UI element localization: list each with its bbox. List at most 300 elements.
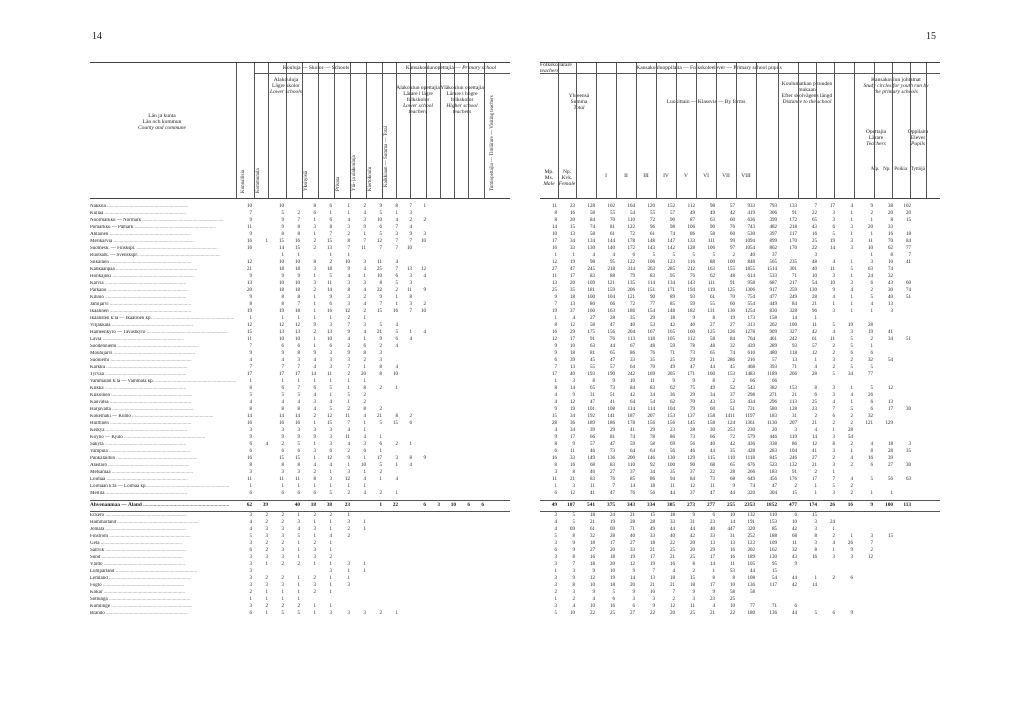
cell: 96 (812, 309, 817, 314)
cell: 23 (812, 407, 817, 412)
row-name: Kumlinge ..... (90, 604, 236, 610)
grade-label: Luokittain — Klassvis — By forms (666, 99, 746, 105)
table-row (90, 274, 510, 280)
cell: 14 (812, 435, 817, 440)
cell: 20 (247, 288, 252, 293)
table-row (540, 316, 940, 322)
cell: 4 (265, 442, 268, 447)
cell: 191 (747, 520, 755, 525)
table-row (540, 491, 940, 497)
cell: 69 (570, 527, 575, 532)
table-row (540, 344, 940, 350)
cell: 2 (313, 330, 316, 335)
cell: 7 (652, 569, 655, 574)
cell: 2 (313, 246, 316, 251)
cell: 85 (772, 527, 777, 532)
cell: 306 (769, 211, 777, 216)
cell: 14 (792, 316, 797, 321)
cell: 12 (570, 323, 575, 328)
cell: 81 (610, 435, 615, 440)
cell: 22 (812, 246, 817, 251)
cell: 6 (329, 449, 332, 454)
cell: 165 (667, 330, 675, 335)
cell: 115 (707, 456, 715, 461)
cell: 1 (281, 597, 284, 602)
cell: 43 (888, 281, 893, 286)
cell: 151 (647, 288, 655, 293)
cell: 6 (379, 225, 382, 230)
cell: 22 (650, 611, 655, 616)
cell: 104 (789, 449, 797, 454)
cell: 22 (590, 611, 595, 616)
cell: 11 (650, 379, 655, 384)
cell: 41 (906, 260, 911, 265)
cell: 182 (687, 309, 695, 314)
cell: 3 (313, 449, 316, 454)
table-row (540, 379, 940, 385)
cell: 3 (850, 281, 853, 286)
cell: 62 (888, 246, 893, 251)
cell: 1 (329, 316, 332, 321)
cell: 6 (554, 491, 557, 496)
cell: 27 (552, 267, 557, 272)
cell: 8 (890, 218, 893, 223)
cell: 5 (832, 232, 835, 237)
cell: 1 (249, 316, 252, 321)
cell: 18 (610, 583, 615, 588)
cell: 6 (712, 513, 715, 518)
cell: 218 (607, 267, 615, 272)
cell: 5 (379, 232, 382, 237)
cell: 77 (906, 246, 911, 251)
cell: 1 (281, 316, 284, 321)
cell: 110 (727, 456, 735, 461)
cell: 58 (590, 323, 595, 328)
cell: 7 (347, 323, 350, 328)
cell: 2 (832, 365, 835, 370)
cell: 18 (279, 267, 284, 272)
cell: 328 (789, 309, 797, 314)
cell: 75 (690, 386, 695, 391)
cell: 245 (587, 267, 595, 272)
cell: 6 (363, 344, 366, 349)
cell: 13 (327, 330, 332, 335)
cell: 204 (627, 330, 635, 335)
cell: 129 (885, 421, 893, 426)
cell: 1 (832, 428, 835, 433)
cell: 1 (329, 520, 332, 525)
cell: 81 (590, 351, 595, 356)
row-name: Sottunga ..... (90, 597, 236, 603)
cell: 69 (670, 442, 675, 447)
cell: 130 (727, 309, 735, 314)
cell: 848 (747, 260, 755, 265)
cell: 1 (347, 379, 350, 384)
cell: 71 (670, 351, 675, 356)
cell: 17 (570, 435, 575, 440)
cell: 35 (570, 288, 575, 293)
cell: 31 (690, 520, 695, 525)
cell: 3 (249, 604, 252, 609)
cell: 6 (249, 449, 252, 454)
cell: 4 (832, 400, 835, 405)
cell: 7 (395, 267, 398, 272)
cell: 63 (906, 477, 911, 482)
cell: 9 (692, 379, 695, 384)
cell: 74 (750, 484, 755, 489)
cell: 6 (870, 407, 873, 412)
table-row (540, 253, 940, 259)
cell: 9 (554, 351, 557, 356)
cell: 1 (850, 232, 853, 237)
cell: 8 (712, 379, 715, 384)
cell: 1 (554, 569, 557, 574)
cell: 5 (870, 295, 873, 300)
cell: 1 (850, 295, 853, 300)
cell: 20 (906, 211, 911, 216)
cell: 76 (610, 477, 615, 482)
cell: 15 (377, 309, 382, 314)
table-row (90, 204, 510, 210)
table-row (90, 562, 510, 568)
cell: 7 (363, 239, 366, 244)
cell: 5 (712, 253, 715, 258)
table-row (90, 548, 510, 554)
cell: 34 (570, 414, 575, 419)
cell: 1 (313, 232, 316, 237)
page-number-right: 15 (926, 31, 936, 42)
cell: 8 (297, 463, 300, 468)
cell: 5 (249, 393, 252, 398)
cell: 5 (395, 330, 398, 335)
cell: 2 (363, 400, 366, 405)
cell: 12 (690, 484, 695, 489)
cell: 9 (329, 295, 332, 300)
cell: 76 (610, 337, 615, 342)
cell: 35 (670, 470, 675, 475)
cell: 28 (610, 534, 615, 539)
cell: 83 (590, 274, 595, 279)
cell: 2 (692, 569, 695, 574)
cell: 230 (747, 428, 755, 433)
cell: 8 (572, 555, 575, 560)
cell: 74 (730, 351, 735, 356)
cell: 3 (297, 520, 300, 525)
cell: 8 (363, 407, 366, 412)
cell: 8 (712, 576, 715, 581)
row-name: Mouhijärvi ..... (90, 351, 236, 357)
cell: 252 (747, 534, 755, 539)
cell: 95 (670, 274, 675, 279)
cell: 17 (710, 555, 715, 560)
cell: 9 (249, 295, 252, 300)
cell: 1 (313, 295, 316, 300)
cell: 2 (850, 491, 853, 496)
cell: 18 (590, 562, 595, 567)
cell: 95 (610, 260, 615, 265)
cell: 8 (297, 225, 300, 230)
cell: 313 (747, 323, 755, 328)
cell: 10 (295, 281, 300, 286)
row-name: Lumparland ..... (90, 569, 236, 575)
cell: 18 (670, 513, 675, 518)
cell: 1 (265, 590, 268, 595)
cell: 5 (572, 520, 575, 525)
cell: 1 (281, 379, 284, 384)
cell: 18 (295, 267, 300, 272)
cell: 99 (730, 239, 735, 244)
side-label-7: Kaikkiaan — Summa — Total (384, 126, 389, 187)
table-row (540, 239, 940, 245)
cell: 9 (313, 351, 316, 356)
cell: 22 (812, 211, 817, 216)
cell: 8 (249, 386, 252, 391)
cell: 16 (552, 456, 557, 461)
cell: 123 (747, 541, 755, 546)
cell: 4 (249, 520, 252, 525)
cell: 19 (630, 555, 635, 560)
cell: 3 (850, 225, 853, 230)
cell: 6 (850, 576, 853, 581)
cell: 79 (690, 407, 695, 412)
table-row (90, 323, 510, 329)
cell: 21 (812, 302, 817, 307)
cell: 320 (747, 527, 755, 532)
table-row (540, 337, 940, 343)
table-row (540, 225, 940, 231)
cell: 47 (690, 365, 695, 370)
cell: 11 (247, 225, 252, 230)
cell: 9 (347, 456, 350, 461)
cell: 28 (812, 372, 817, 377)
row-name: Lavia ..... (90, 337, 236, 343)
cell: 12 (570, 400, 575, 405)
table-row (90, 611, 510, 617)
cell: 121 (865, 421, 873, 426)
table-row (90, 232, 510, 238)
cell: 152 (667, 204, 675, 209)
table-row (540, 407, 940, 413)
cell: 106 (687, 225, 695, 230)
cell: 3 (329, 428, 332, 433)
cell: 1 (870, 491, 873, 496)
cell: 100 (667, 463, 675, 468)
cell: 64 (630, 365, 635, 370)
cell: 176 (789, 477, 797, 482)
cell: 8 (554, 211, 557, 216)
cell: 9 (692, 513, 695, 518)
cell: 73 (690, 351, 695, 356)
cell: 83 (650, 386, 655, 391)
row-name: Kauvatsa ..... (90, 400, 236, 406)
cell: 7 (297, 365, 300, 370)
cell: 33 (650, 534, 655, 539)
cell: 14 (279, 414, 284, 419)
cell: 9 (572, 442, 575, 447)
cell: 110 (627, 463, 635, 468)
cell: 8 (297, 407, 300, 412)
cell: 530 (747, 232, 755, 237)
cell: 9 (554, 435, 557, 440)
cell: 207 (647, 414, 655, 419)
cell: 29 (690, 393, 695, 398)
table-row (540, 576, 940, 582)
row-name: Sund ..... (90, 555, 236, 561)
cell: 37 (630, 470, 635, 475)
cell: 74 (888, 267, 893, 272)
cell: 3 (832, 358, 835, 363)
cell: 3 (249, 428, 252, 433)
cell: 249 (789, 295, 797, 300)
cell: 28 (812, 295, 817, 300)
cell: 3 (281, 534, 284, 539)
continuation-label: Kansakoulun johtamat Study circles for youth run by the primary schools (863, 77, 929, 95)
cell: 61 (812, 337, 817, 342)
cell: 21 (670, 583, 675, 588)
cell: 21 (377, 330, 382, 335)
cell: 9 (592, 569, 595, 574)
cell: 18 (570, 351, 575, 356)
cell: 246 (789, 456, 797, 461)
cell: 170 (789, 239, 797, 244)
cell: 263 (647, 267, 655, 272)
cell: 610 (747, 351, 755, 356)
cell: 2 (409, 414, 412, 419)
cell: 71 (630, 527, 635, 532)
cell: 15 (906, 218, 911, 223)
cell: 128 (789, 407, 797, 412)
cell: 172 (789, 218, 797, 223)
table-row (90, 421, 510, 427)
cell: 12 (552, 337, 557, 342)
cell: 61 (610, 232, 615, 237)
cell: 9 (672, 379, 675, 384)
cell: 73 (690, 435, 695, 440)
cell: 3 (347, 225, 350, 230)
cell: 148 (667, 309, 675, 314)
cell: 1 (313, 309, 316, 314)
cell: 6 (249, 442, 252, 447)
distance-label: Koulumatkan pituuden mukaan Efter skolvägens längd Distance to the school (781, 81, 833, 105)
cell: 6 (281, 344, 284, 349)
cell: 1 (832, 470, 835, 475)
cell: 5 (329, 386, 332, 391)
cell: 167 (647, 330, 655, 335)
cell: 16 (552, 246, 557, 251)
kommun-header: Län ja kunta Län och kommun County and commune (138, 113, 186, 131)
cell: 1 (313, 421, 316, 426)
table-row (540, 555, 940, 561)
cell: 16 (247, 246, 252, 251)
cell: 4 (347, 337, 350, 342)
cell: 4 (832, 330, 835, 335)
row-name: Hämeenkyrö — Tavastkyro ..... (90, 330, 236, 336)
cell: 5 (850, 407, 853, 412)
table-row (540, 211, 940, 217)
cell: 2353 (744, 502, 755, 508)
cell: 9 (249, 218, 252, 223)
cell: 44 (710, 365, 715, 370)
cell: 2 (313, 414, 316, 419)
cell: 4 (423, 330, 426, 335)
grade-header: VII (722, 173, 730, 179)
cell: 3 (297, 358, 300, 363)
cell: 57 (590, 442, 595, 447)
cell: 554 (747, 302, 755, 307)
cell: 3 (870, 534, 873, 539)
cell: 482 (769, 225, 777, 230)
cell: 1 (850, 260, 853, 265)
cell: 6 (249, 491, 252, 496)
cell: 1 (395, 211, 398, 216)
cell: 8 (592, 379, 595, 384)
cell: 40 (690, 323, 695, 328)
cell: 85 (670, 302, 675, 307)
cell: 3 (281, 470, 284, 475)
table-row (540, 218, 940, 224)
cell: 107 (567, 502, 575, 508)
cell: 5 (832, 323, 835, 328)
cell: 73 (610, 386, 615, 391)
cell: 2 (297, 211, 300, 216)
cell: 12 (888, 386, 893, 391)
cell: 11 (730, 562, 735, 567)
grade-header: V (684, 173, 688, 179)
cell: 5 (379, 211, 382, 216)
cell: 1 (313, 218, 316, 223)
cell: 16 (590, 555, 595, 560)
cell: 1 (423, 204, 426, 209)
cell: 3 (347, 611, 350, 616)
cell: 18 (670, 576, 675, 581)
cell: 40 (630, 534, 635, 539)
cell: 8 (554, 323, 557, 328)
cell: 8 (572, 534, 575, 539)
cell: 3 (814, 527, 817, 532)
cell: 54 (812, 281, 817, 286)
table-row (90, 295, 510, 301)
cell: 862 (769, 246, 777, 251)
cell: 98 (710, 204, 715, 209)
cell: 117 (769, 583, 777, 588)
cell: 6 (481, 502, 484, 508)
cell: 143 (687, 281, 695, 286)
cell: 1 (329, 562, 332, 567)
cell: 3 (409, 281, 412, 286)
cell: 40 (630, 323, 635, 328)
cell: 3 (313, 428, 316, 433)
cell: 74 (630, 435, 635, 440)
cell: 7 (347, 365, 350, 370)
cell: 71 (772, 604, 777, 609)
cell: 480 (769, 351, 777, 356)
cell: 917 (769, 288, 777, 293)
cell: 5 (297, 534, 300, 539)
cell: 147 (667, 239, 675, 244)
cell: 129 (687, 456, 695, 461)
cell: 178 (627, 239, 635, 244)
cell: 32 (868, 358, 873, 363)
table-row (90, 442, 510, 448)
cell: 8 (409, 295, 412, 300)
cell: 27 (610, 470, 615, 475)
cell: 102 (607, 204, 615, 209)
cell: 19 (570, 407, 575, 412)
cell: 76 (690, 274, 695, 279)
cell: 2 (814, 470, 817, 475)
cell: 8 (249, 302, 252, 307)
cell: 266 (789, 372, 797, 377)
